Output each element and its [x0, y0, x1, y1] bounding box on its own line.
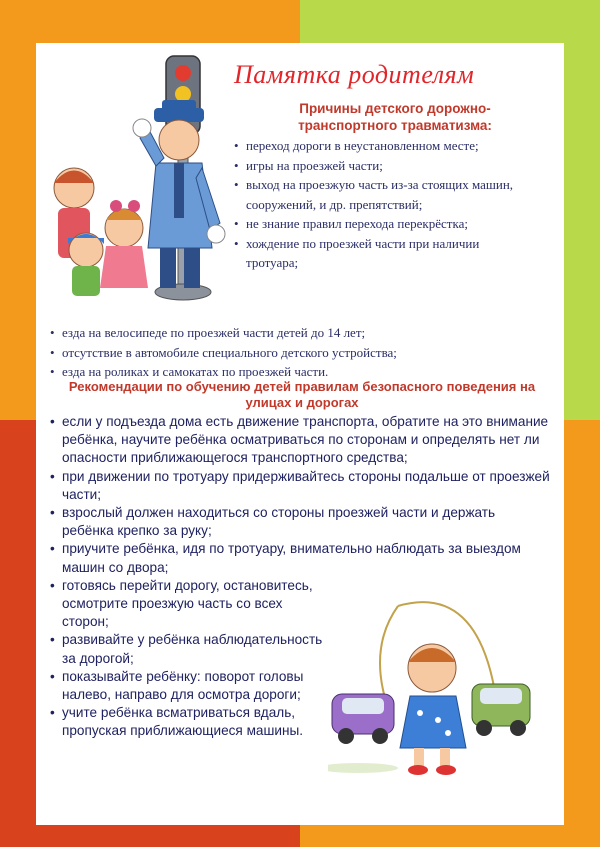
list-item: • хождение по проезжей части при наличии тротуара;	[234, 235, 480, 270]
recommendations-list	[50, 413, 550, 741]
list-item: • приучите ребёнка, идя по тротуару, внимательно наблюдать за выездом машин со двора;	[50, 541, 521, 575]
list-item: • учите ребёнка всматриваться вдаль, пропуская приближающиеся машины.	[50, 705, 304, 739]
bullet-icon: •	[50, 364, 55, 379]
bullet-icon: •	[50, 414, 55, 429]
list-item: • выход на проезжую часть из-за стоящих машин, сооружений, и др. препятствий;	[234, 177, 514, 212]
list-item: • переход дороги в неустановленном месте;	[234, 136, 534, 156]
list-item: • отсутствие в автомобиле специального детского устройства;	[50, 343, 550, 363]
bullet-icon: •	[50, 344, 55, 360]
causes-list-wide	[50, 323, 550, 382]
list-item: • готовясь перейти дорогу, остановитесь, осмотрите проезжую часть со всех сторон;	[50, 577, 313, 630]
list-item: • если у подъезда дома есть движение транспорта, обратите на это внимание ребёнка, научите ребёнка осматриваться по сторонам и определять нет ли опасности приближающегося транспортного средства;	[50, 414, 549, 466]
bullet-icon: •	[50, 668, 55, 684]
bullet-icon: •	[50, 541, 55, 557]
bullet-icon: •	[234, 235, 239, 251]
bullet-icon: •	[50, 577, 55, 593]
list-item: • не знание правил перехода перекрёстка;	[234, 214, 534, 234]
bullet-icon: •	[50, 325, 55, 340]
causes-list	[234, 136, 534, 273]
traffic-officer-illustration	[44, 48, 234, 313]
bullet-icon: •	[50, 505, 55, 521]
list-item: • развивайте у ребёнка наблюдательность за дорогой;	[50, 632, 323, 666]
list-item: • взрослый должен находиться со стороны проезжей части и держать ребёнка крепко за руку;	[50, 505, 496, 539]
bullet-icon: •	[234, 177, 239, 192]
list-item: • при движении по тротуару придерживайтесь стороны подальше от проезжей части;	[50, 468, 550, 502]
bullet-icon: •	[234, 157, 239, 173]
list-item: • езда на велосипеде по проезжей части детей до 14 лет;	[50, 323, 550, 343]
bullet-icon: •	[50, 705, 55, 721]
list-item: • езда на роликах и самокатах по проезжей части.	[50, 362, 550, 382]
recommendations-heading: Рекомендации по обучению детей правилам безопасного поведения на улицах и дорогах	[68, 379, 536, 410]
list-item: • показывайте ребёнку: поворот головы налево, направо для осмотра дороги;	[50, 668, 304, 703]
bullet-icon: •	[50, 632, 55, 648]
bullet-icon: •	[234, 216, 239, 231]
causes-heading: Причины детского дорожно-транспортного травматизма:	[298, 101, 492, 133]
bullet-icon: •	[50, 468, 55, 484]
list-item: • игры на проезжей части;	[234, 156, 534, 176]
page-title: Памятка родителям	[234, 60, 475, 89]
bullet-icon: •	[234, 138, 239, 153]
